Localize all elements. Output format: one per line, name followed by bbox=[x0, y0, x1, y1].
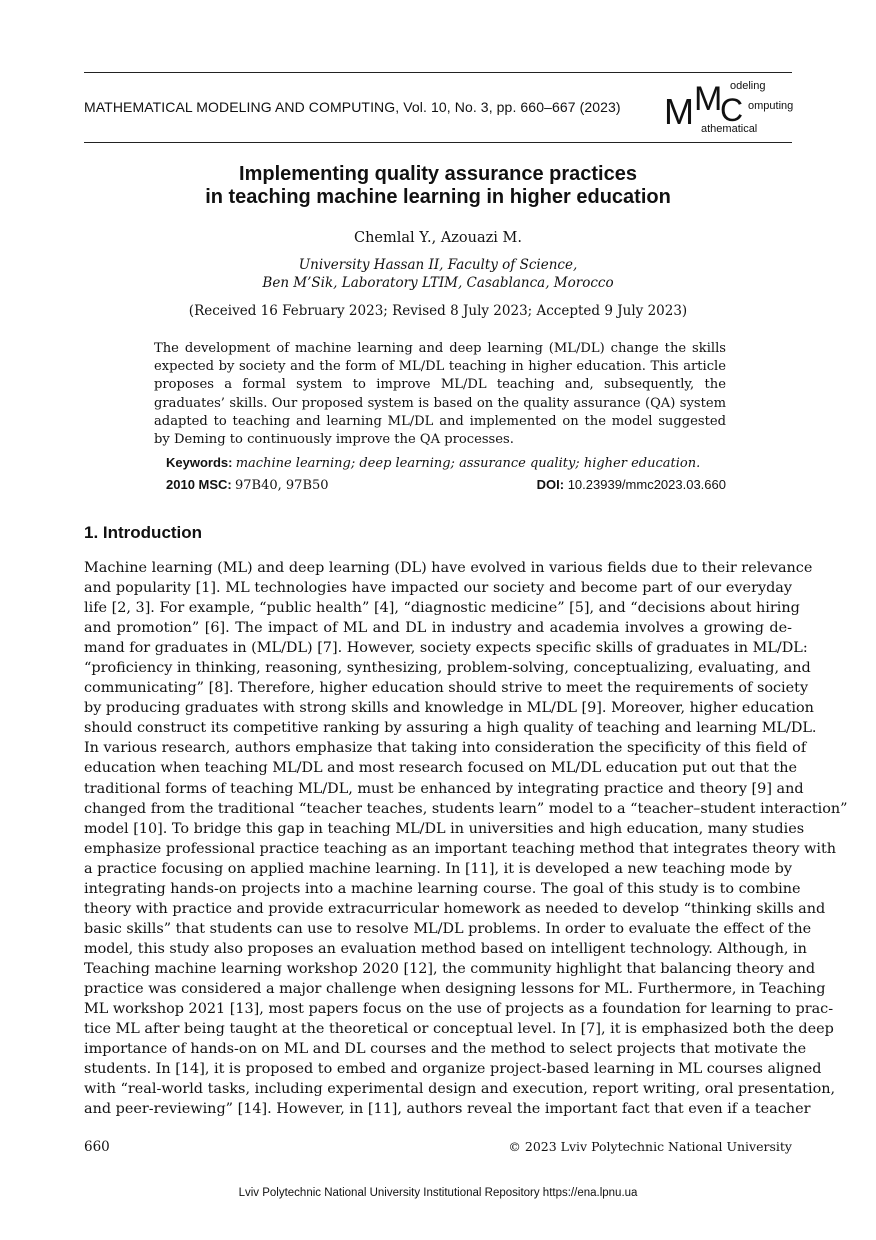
keywords-value: machine learning; deep learning; assurance quality; higher education. bbox=[235, 456, 701, 471]
body-line: should construct its competitive ranking by assuring a high quality of teaching and learning ML/DL. bbox=[84, 720, 817, 737]
body-line: education when teaching ML/DL and most research focused on ML/DL education put out that the bbox=[84, 760, 798, 777]
logo-letter-m-mathematical: M bbox=[664, 91, 694, 132]
body-line: basic skills” that students can use to resolve ML/DL problems. In order to evaluate the effect of the bbox=[84, 920, 812, 937]
top-rule bbox=[84, 72, 792, 73]
body-line: and peer-reviewing” [14]. However, in [11], authors reveal the important fact that even if a teacher bbox=[84, 1101, 811, 1118]
body-line: with “real-world tasks, including experimental design and execution, report writing, oral presentation, bbox=[84, 1081, 836, 1098]
authors: Chemlal Y., Azouazi M. bbox=[354, 230, 522, 246]
body-line: communicating” [8]. Therefore, higher education should strive to meet the requirements of society bbox=[84, 680, 809, 697]
body-line: Machine learning (ML) and deep learning (DL) have evolved in various fields due to their relevance bbox=[84, 560, 813, 576]
body-line: changed from the traditional “teacher teaches, students learn” model to a “teacher–student interaction” bbox=[84, 800, 848, 817]
body-line: traditional forms of teaching ML/DL, must be enhanced by integrating practice and theory [9] and bbox=[84, 780, 804, 797]
logo-letter-m-modeling: M bbox=[694, 80, 723, 118]
title-line: Implementing quality assurance practices bbox=[239, 163, 637, 185]
body-line: students. In [14], it is proposed to embed and organize project-based learning in ML courses aligned bbox=[84, 1061, 822, 1078]
body-line: life [2, 3]. For example, “public health” [4], “diagnostic medicine” [5], and “decisions about hiring bbox=[84, 600, 800, 617]
abstract: The development of machine learning and deep learning (ML/DL) change the skills expected by society and the form of ML/DL teaching in higher education. This article proposes a formal system to improve ML/DL teaching and, subsequently, the graduates’ skills. Our proposed system is based on the quality assurance (QA) system adapted to teaching and learning ML/DL and implemented on the model suggested by Deming to continuously improve the QA processes. bbox=[154, 341, 726, 448]
journal-header: MATHEMATICAL MODELING AND COMPUTING, Vol. 10, No. 3, pp. 660–667 (2023) bbox=[84, 99, 621, 115]
msc-value: 97B40, 97B50 bbox=[235, 478, 329, 493]
body-line: ML workshop 2021 [13], most papers focus on the use of projects as a foundation for learning to prac- bbox=[84, 1001, 834, 1018]
affiliation bbox=[84, 256, 792, 292]
body-line: Teaching machine learning workshop 2020 [12], the community highlight that balancing theory and bbox=[84, 960, 816, 977]
logo-word-computing: omputing bbox=[748, 100, 794, 112]
copyright: © 2023 Lviv Polytechnic National University bbox=[508, 1139, 792, 1154]
body-line: by producing graduates with strong skills and knowledge in ML/DL [9]. Moreover, higher education bbox=[84, 700, 814, 717]
page-number: 660 bbox=[84, 1139, 110, 1155]
logo-letter-c-computing: C bbox=[720, 92, 744, 128]
body-line: and promotion” [6]. The impact of ML and DL in industry and academia involves a growing de- bbox=[84, 620, 792, 637]
doi bbox=[537, 477, 726, 492]
keywords bbox=[166, 455, 700, 471]
body-line: tice ML after being taught at the theoretical or conceptual level. In [7], it is emphasized both the deep bbox=[84, 1021, 834, 1038]
keywords-label: Keywords: bbox=[166, 455, 233, 470]
article-title bbox=[84, 163, 792, 209]
logo-word-modeling: odeling bbox=[730, 80, 766, 92]
body-line: mand for graduates in (ML/DL) [7]. However, society expects specific skills of graduates in ML/DL: bbox=[84, 640, 808, 657]
body-line: a practice focusing on applied machine learning. In [11], it is developed a new teaching mode by bbox=[84, 860, 792, 877]
msc-label: 2010 MSC: bbox=[166, 477, 232, 492]
section-heading: 1. Introduction bbox=[84, 523, 203, 542]
body-line: model, this study also proposes an evaluation method based on intelligent technology. Although, in bbox=[84, 940, 807, 957]
body-line: integrating hands-on projects into a machine learning course. The goal of this study is to combine bbox=[84, 880, 801, 897]
body-line: practice was considered a major challenge when designing lessons for ML. Furthermore, in Teaching bbox=[84, 980, 826, 997]
body-line: and popularity [1]. ML technologies have impacted our society and become part of our everyday bbox=[84, 580, 792, 597]
doi-label: DOI: bbox=[536, 477, 565, 492]
affiliation-line: Ben M’Sik, Laboratory LTIM, Casablanca, Morocco bbox=[262, 275, 614, 291]
body-line: In various research, authors emphasize that taking into consideration the specificity of this field of bbox=[84, 740, 807, 757]
repository-footer: Lviv Polytechnic National University Institutional Repository https://ena.lpnu.ua bbox=[238, 1187, 638, 1199]
journal-logo bbox=[664, 80, 794, 138]
introduction-body bbox=[84, 558, 848, 1119]
logo-word-mathematical: athematical bbox=[701, 123, 758, 135]
body-line: model [10]. To bridge this gap in teaching ML/DL in universities and high education, many studies bbox=[84, 820, 805, 837]
body-line: “proficiency in thinking, reasoning, synthesizing, problem-solving, conceptualizing, evaluating, and bbox=[84, 660, 811, 677]
doi-link[interactable]: 10.23939/mmc2023.03.660 bbox=[567, 477, 726, 492]
body-line: emphasize professional practice teaching as an important teaching method that integrates theory with bbox=[84, 840, 837, 857]
msc bbox=[166, 477, 329, 493]
received-dates: (Received 16 February 2023; Revised 8 July 2023; Accepted 9 July 2023) bbox=[188, 303, 688, 319]
affiliation-line: University Hassan II, Faculty of Science, bbox=[298, 257, 578, 273]
title-line: in teaching machine learning in higher education bbox=[205, 186, 671, 208]
body-line: theory with practice and provide extracurricular homework as needed to develop “thinking skills and bbox=[84, 900, 826, 917]
body-line: importance of hands-on on ML and DL courses and the method to select projects that motivate the bbox=[84, 1041, 807, 1058]
header-bottom-rule bbox=[84, 142, 792, 143]
